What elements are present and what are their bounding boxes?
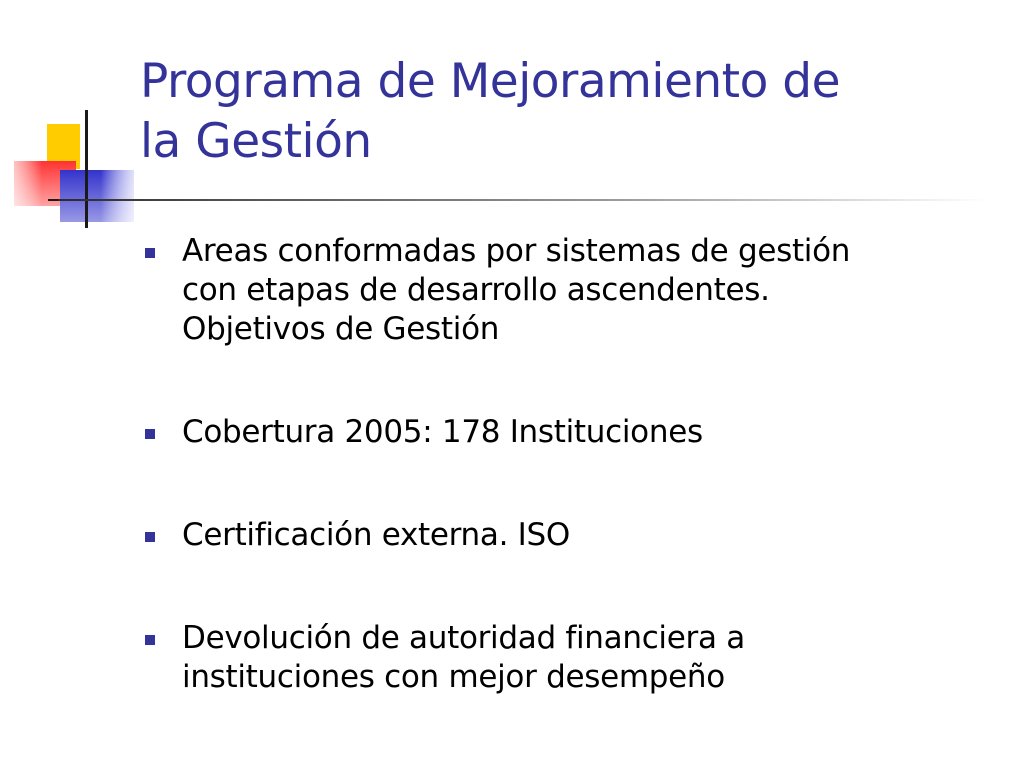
bullet-item — [145, 413, 1005, 452]
bullet-list — [145, 232, 1005, 697]
bullet-text-line: instituciones con mejor desempeño — [182, 659, 725, 695]
bullet-text-line: Objetivos de Gestión — [182, 311, 500, 347]
slide-title-line: la Gestión — [140, 114, 372, 169]
bullet-item — [145, 619, 1005, 697]
bullet-text-line: con etapas de desarrollo ascendentes. — [182, 272, 770, 308]
square-bullet-icon — [145, 248, 155, 258]
bullet-text-line: Areas conformadas por sistemas de gestión — [182, 233, 851, 269]
bullet-item — [145, 516, 1005, 555]
slide-title — [140, 52, 1010, 172]
bullet-text-line: Certificación externa. ISO — [182, 517, 570, 553]
title-divider — [58, 199, 988, 201]
bullet-text-line: Cobertura 2005: 178 Instituciones — [182, 414, 703, 450]
square-bullet-icon — [145, 635, 155, 645]
bullet-item — [145, 232, 1005, 349]
logo-vertical-line — [85, 110, 88, 228]
bullet-text-line: Devolución de autoridad financiera a — [182, 620, 745, 656]
square-bullet-icon — [145, 532, 155, 542]
slide-title-line: Programa de Mejoramiento de — [140, 54, 841, 109]
square-bullet-icon — [145, 429, 155, 439]
